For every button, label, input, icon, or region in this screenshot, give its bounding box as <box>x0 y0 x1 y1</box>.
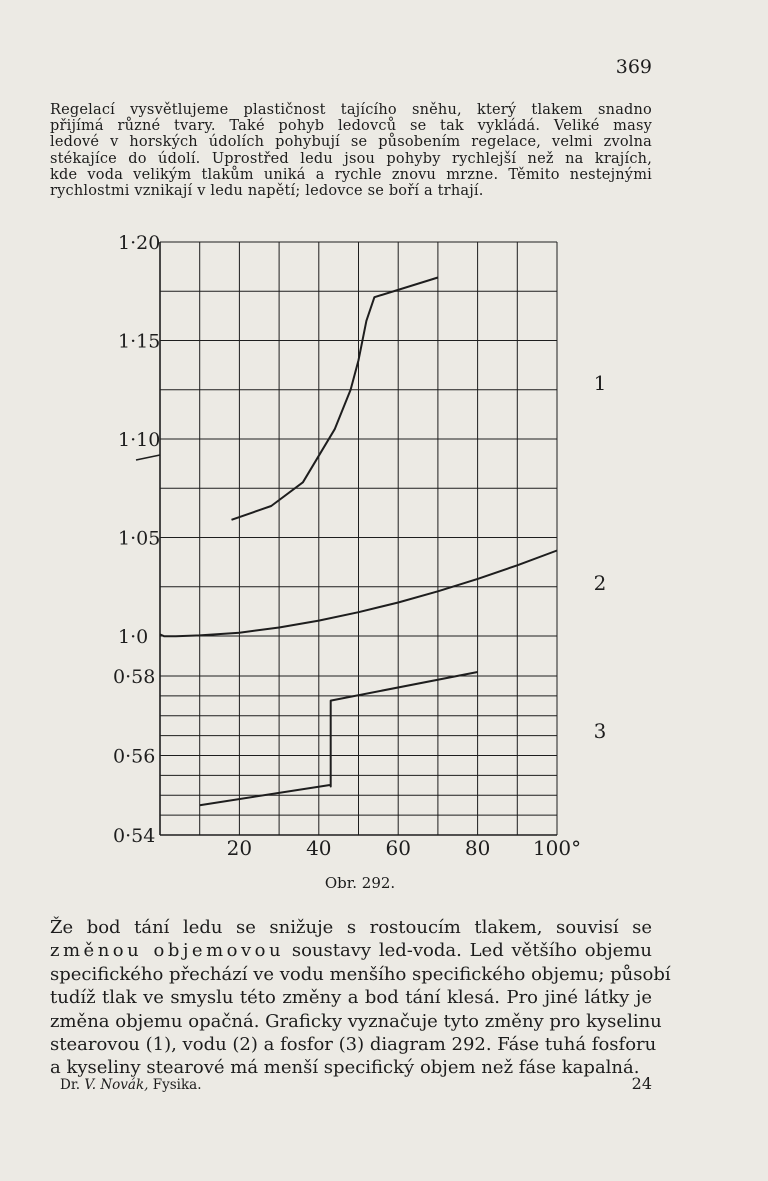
paragraph-2-line-rest: soustavy led-voda. Led většího objemu <box>284 940 652 962</box>
footer-author-prefix: Dr. <box>60 1077 85 1093</box>
y-tick-label: 1·10 <box>118 429 161 451</box>
paragraph-2-line: tudíž tlak ve smyslu této změny a bod tání klesá. Pro jiné látky je <box>50 987 652 1009</box>
paragraph-1-line: stékajíce do údolí. Uprostřed ledu jsou pohyby rychlejší než na krajích, <box>50 150 652 167</box>
page-number: 369 <box>615 56 652 78</box>
series-label-2: 2 <box>593 571 607 595</box>
y-tick-label: 1·0 <box>118 626 149 648</box>
paragraph-2-line: a kyseliny stearové má menší specifický objem než fáse kapalná. <box>50 1057 640 1079</box>
series-label-3: 3 <box>593 719 607 743</box>
paragraph-1-line: Regelací vysvětlujeme plastičnost tajícího sněhu, který tlakem snadno <box>50 102 652 118</box>
y-tick-label: 0·58 <box>113 666 156 688</box>
footer-author: V. Novák, <box>84 1077 149 1093</box>
x-tick-label: 40 <box>306 836 332 860</box>
paragraph-2-line: změna objemu opačná. Graficky vyznačuje tyto změny pro kyselinu <box>50 1010 662 1032</box>
y-tick-label: 0·54 <box>113 825 156 847</box>
emphasized-phrase: změnou objemovou <box>50 940 285 962</box>
y-tick-label: 0·56 <box>113 745 156 768</box>
paragraph-2-line <box>50 939 652 962</box>
footer-signature: 24 <box>631 1074 652 1093</box>
figure-caption: Obr. 292. <box>324 874 396 892</box>
x-tick-label: 80 <box>464 836 491 860</box>
footer-book: Fysika. <box>148 1077 202 1093</box>
paragraph-2 <box>50 916 671 1080</box>
series-label-1: 1 <box>593 371 607 395</box>
paragraph-2-line: Že bod tání ledu se snižuje s rostoucím tlakem, souvisí se <box>50 917 652 938</box>
x-tick-label: 60 <box>385 836 411 860</box>
footer-source <box>60 1077 202 1093</box>
paragraph-1-line: kde voda velikým tlakům uniká a rychle znovu mrzne. Těmito nestejnými <box>50 166 652 183</box>
paragraph-1-line: rychlostmi vznikají v ledu napětí; ledovce se boří a trhají. <box>50 183 484 200</box>
x-tick-label: 20 <box>226 836 253 860</box>
paragraph-1-line: ledové v horských údolích pohybují se působením regelace, velmi zvolna <box>50 134 652 151</box>
y-tick-label: 1·15 <box>118 330 161 353</box>
paragraph-2-line: stearovou (1), vodu (2) a fosfor (3) diagram 292. Fáse tuhá fosforu <box>50 1034 657 1056</box>
chart-grid <box>160 242 557 835</box>
y-tick-label: 1·20 <box>118 232 161 254</box>
axis-tick-mark <box>136 455 160 460</box>
paragraph-2-line: specifického přechází ve vodu menšího specifického objemu; působí <box>50 963 671 985</box>
curve-series-1 <box>232 278 438 520</box>
chart-labels <box>113 232 606 860</box>
curve-series-3 <box>200 672 478 805</box>
x-tick-label: 100° <box>532 836 582 860</box>
paragraph-1-line: přijímá různé tvary. Také pohyb ledovců se tak vykládá. Veliké masy <box>50 118 652 135</box>
y-tick-label: 1·05 <box>118 527 161 550</box>
